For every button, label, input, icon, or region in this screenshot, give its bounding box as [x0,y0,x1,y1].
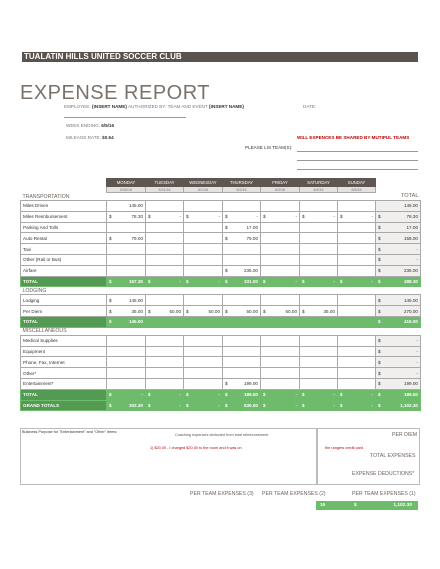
date-cell: 6/5/16 [338,187,376,193]
cell-value[interactable]: $ 79.00 [107,233,146,244]
mileage-label: MILEAGE RATE: [66,135,101,140]
grand-total-row: GRAND TOTALS $ 302.30 $ - $ - $ 530.00 $ - $ - $ - $ 1,102.30 [21,400,421,411]
cell-value[interactable]: $ 50.00 [223,306,261,317]
total-label: TOTAL [21,389,107,400]
per-diem-label: PER DIEM [392,432,418,438]
mileage-value[interactable]: $0.54 [102,135,114,140]
team-line-1[interactable] [297,151,418,152]
per-team-2-label: PER TEAM EXPENSES (2) [262,491,326,497]
section-row [21,287,421,295]
per-team-2-value: 15 [320,503,326,508]
date-cell: 5/30/16 [107,187,146,193]
expense-deductions-label: EXPENSE DEDUCTIONS* [352,471,415,477]
row-total: $ 270.00 [376,306,421,317]
total-label: TOTAL [21,276,107,287]
row-label: Airfare [21,265,107,276]
cell-value[interactable]: $ 50.00 [261,306,300,317]
row-label: Auto Rental [21,233,107,244]
charge-note: 1) $20.00 - I charged $20.00 to the room and it was on [150,446,242,450]
shared-note: WILL EXPENCES BE SHARED BY MUTIPUL TEAMS [297,135,410,140]
mileage-line [66,135,114,140]
row-total: $ 78.30 [376,211,421,222]
table-row [21,346,421,357]
date-cell: 6/4/16 [300,187,338,193]
table-row [21,211,421,222]
total-value: $ 530.00 [223,400,261,411]
section-row [21,193,421,201]
row-total: $ - [376,254,421,265]
cell-value[interactable]: $ 79.00 [223,233,261,244]
section-misc: MISCELLANEOUS [22,328,67,335]
day-header: FRIDAY [261,179,300,187]
row-label: Other (Rail or Bus) [21,254,107,265]
table-row [21,233,421,244]
day-header: TUESDAY [146,179,184,187]
total-value: $ 331.00 [223,276,261,287]
total-value: $ 199.00 [223,389,261,400]
club-name-bar [22,52,418,62]
week-label: WEEK ENDING: [66,123,100,128]
list-teams-label: PLEASE LIS TEAM(S): [245,145,293,150]
currency-sign: $ [354,503,357,508]
cell-value[interactable]: $ 50.00 [146,306,184,317]
team-line-3[interactable] [297,169,418,170]
employee-label: EMPLOYEE: [64,104,91,109]
total-row: TOTAL $ - $ - $ - $ 199.00 $ - $ - $ - $ 199.00 [21,389,421,400]
section-lodging: LODGING [22,287,47,294]
section-transportation: TRANSPORTATION [22,193,70,200]
club-name: TUALATIN HILLS UNITED SOCCER CLUB [24,52,182,61]
row-label: Entertainment* [21,378,107,389]
table-row [21,244,421,255]
business-purpose-box[interactable] [20,428,318,485]
row-total: $ - [376,368,421,379]
cell-value[interactable]: $ 78.30 [107,211,146,222]
date-cell: 5/31/16 [146,187,184,193]
cell-value[interactable]: $ 199.00 [223,378,261,389]
cell-value[interactable]: $ - [300,211,338,222]
employee-line [64,104,244,109]
per-team-1-value: 1,102.30 [393,503,412,508]
row-label: Lodging [21,295,107,306]
row-label: Equipment [21,346,107,357]
total-row [21,316,421,327]
row-label: Taxi [21,244,107,255]
table-row [21,306,421,317]
row-total: $ 199.00 [376,378,421,389]
table-row [21,254,421,265]
row-label: Medical Supplies [21,335,107,346]
cell-value[interactable]: $ 17.00 [223,222,261,233]
cell-value[interactable]: $ - [338,211,376,222]
table-row [21,201,421,212]
row-label: Miles Reimbursement [21,211,107,222]
expense-table [20,178,421,411]
per-team-3-label: PER TEAM EXPENSES (3) [190,491,254,497]
total-expenses-label: TOTAL EXPENSES [370,453,416,459]
cell-value[interactable]: $ - [261,211,300,222]
card-note: the rangers credit card [325,446,363,450]
section-total: $ 415.00 [376,316,421,327]
day-header: SUNDAY [338,179,376,187]
grand-total-label: GRAND TOTALS [21,400,107,411]
cell-value[interactable]: $ - [146,211,184,222]
table-row [21,378,421,389]
row-total: 145.00 [376,201,421,212]
table-row [21,265,421,276]
per-team-values-bar [316,501,418,510]
grand-total: $ 1,102.30 [376,400,421,411]
row-total: $ 158.00 [376,233,421,244]
section-total: $ 488.30 [376,276,421,287]
table-row [21,222,421,233]
date-label: DATE: [303,104,317,109]
day-header-row [21,179,421,187]
coaching-note: Coaching expenses deducted from total reimbursement [175,433,269,437]
table-row [21,357,421,368]
table-row [21,295,421,306]
section-total: $ 199.00 [376,389,421,400]
row-label: Parking And Tolls [21,222,107,233]
total-value: $ 302.30 [107,400,146,411]
per-team-1-label: PER TEAM EXPENSES (1) [352,491,416,497]
divider [64,117,186,118]
section-row [21,327,421,335]
total-label: TOTAL [21,316,107,327]
day-header: SATURDAY [300,179,338,187]
cell-value[interactable]: $ - [223,211,261,222]
row-label: Miles Driven [21,201,107,212]
date-cell: 6/3/16 [261,187,300,193]
authorized-value[interactable]: {INSERT NAME} [208,104,245,109]
total-value: $ 157.30 [107,276,146,287]
row-total: $ - [376,244,421,255]
cell-value[interactable]: $ 235.00 [223,265,261,276]
row-total: $ - [376,346,421,357]
week-line [66,123,114,128]
cell-value[interactable]: $ 35.00 [107,306,146,317]
cell-value[interactable]: $ - [184,211,223,222]
row-label: Phone, Fax, Internet [21,357,107,368]
cell-value[interactable]: 145.00 [107,201,146,212]
week-value[interactable]: 6/5/16 [101,123,115,128]
day-header: THURSDAY [223,179,261,187]
date-cell: 6/1/16 [184,187,223,193]
row-total: $ 145.00 [376,295,421,306]
total-value: $ 145.00 [107,316,146,327]
cell-value[interactable]: $ 35.00 [300,306,338,317]
row-label: Per Diem [21,306,107,317]
page-title: EXPENSE REPORT [20,82,211,104]
date-cell: 6/2/16 [223,187,261,193]
day-header: WEDNESDAY [184,179,223,187]
total-header: TOTAL [400,193,419,200]
table-row [21,368,421,379]
day-header: MONDAY [107,179,146,187]
row-total: $ - [376,357,421,368]
total-row: TOTAL $ 157.30 $ - $ - $ 331.00 $ - $ - $ - $ 488.30 [21,276,421,287]
row-total: $ - [376,335,421,346]
row-total: $ 235.00 [376,265,421,276]
authorized-label: AUTHORIZED BY: TEAM AND EVENT [128,104,208,109]
cell-value[interactable]: $ 145.00 [107,295,146,306]
row-label: Other* [21,368,107,379]
business-purpose-label: Business Purpose for "Entertainment" and "Other" items: [22,430,118,434]
table-row [21,335,421,346]
row-total: $ 17.00 [376,222,421,233]
cell-value[interactable]: $ 50.00 [184,306,223,317]
team-line-2[interactable] [297,160,418,161]
employee-value[interactable]: {INSERT NAME} [91,104,128,109]
